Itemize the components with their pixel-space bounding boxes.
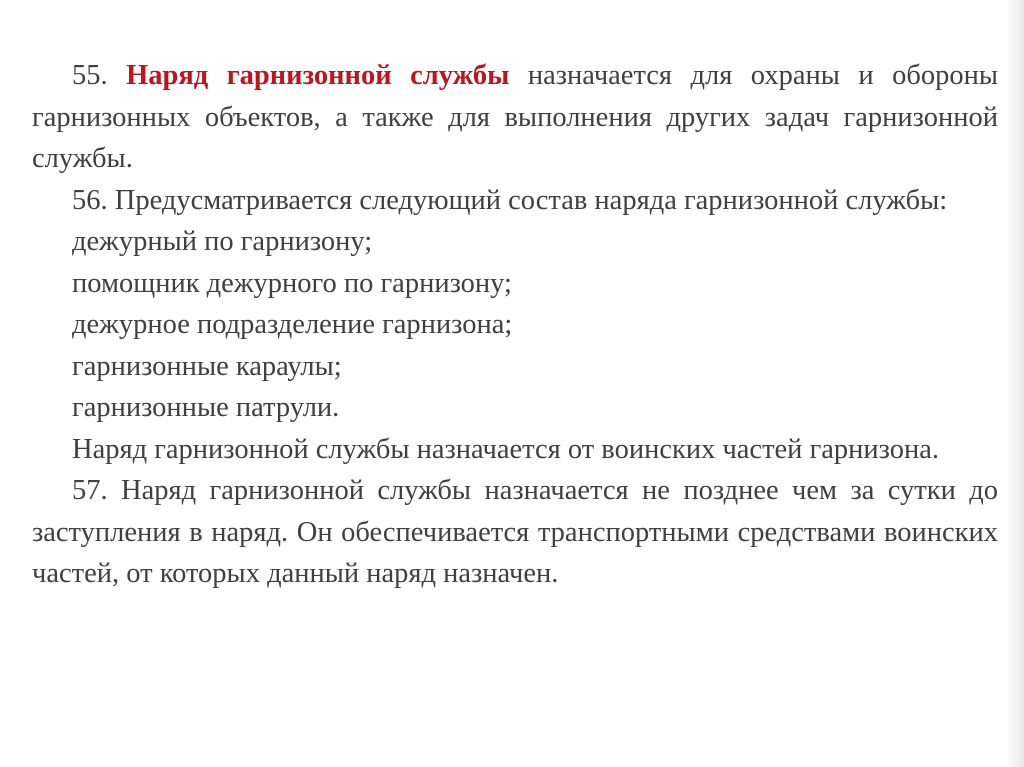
- document-body: [32, 55, 998, 595]
- paragraph-56-note: Наряд гарнизонной службы назначается от воинских частей гарнизона.: [72, 433, 940, 465]
- paragraph-55: [32, 55, 998, 180]
- highlighted-term: Наряд гарнизонной службы: [126, 60, 510, 91]
- paragraph-55-text: назначается для охраны и обороны гарнизонных объектов, а также для выполнения других задач гарнизонной службы.: [32, 60, 999, 174]
- paragraph-57: 57. Наряд гарнизонной службы назначается не позднее чем за сутки до заступления в наряд. Он обеспечивается транспортными средствами воинских частей, от которых данный наряд назначен.: [32, 475, 998, 589]
- page-edge-shadow: [1006, 0, 1024, 767]
- list-item: гарнизонные патрули.: [72, 392, 340, 423]
- list-item: дежурное подразделение гарнизона;: [72, 309, 513, 340]
- paragraph-55-number: 55.: [72, 60, 127, 91]
- list-item: помощник дежурного по гарнизону;: [72, 267, 512, 299]
- paragraph-56: 56. Предусматривается следующий состав наряда гарнизонной службы:: [72, 184, 948, 216]
- list-item: гарнизонные караулы;: [72, 350, 342, 382]
- list-item: дежурный по гарнизону;: [72, 226, 373, 257]
